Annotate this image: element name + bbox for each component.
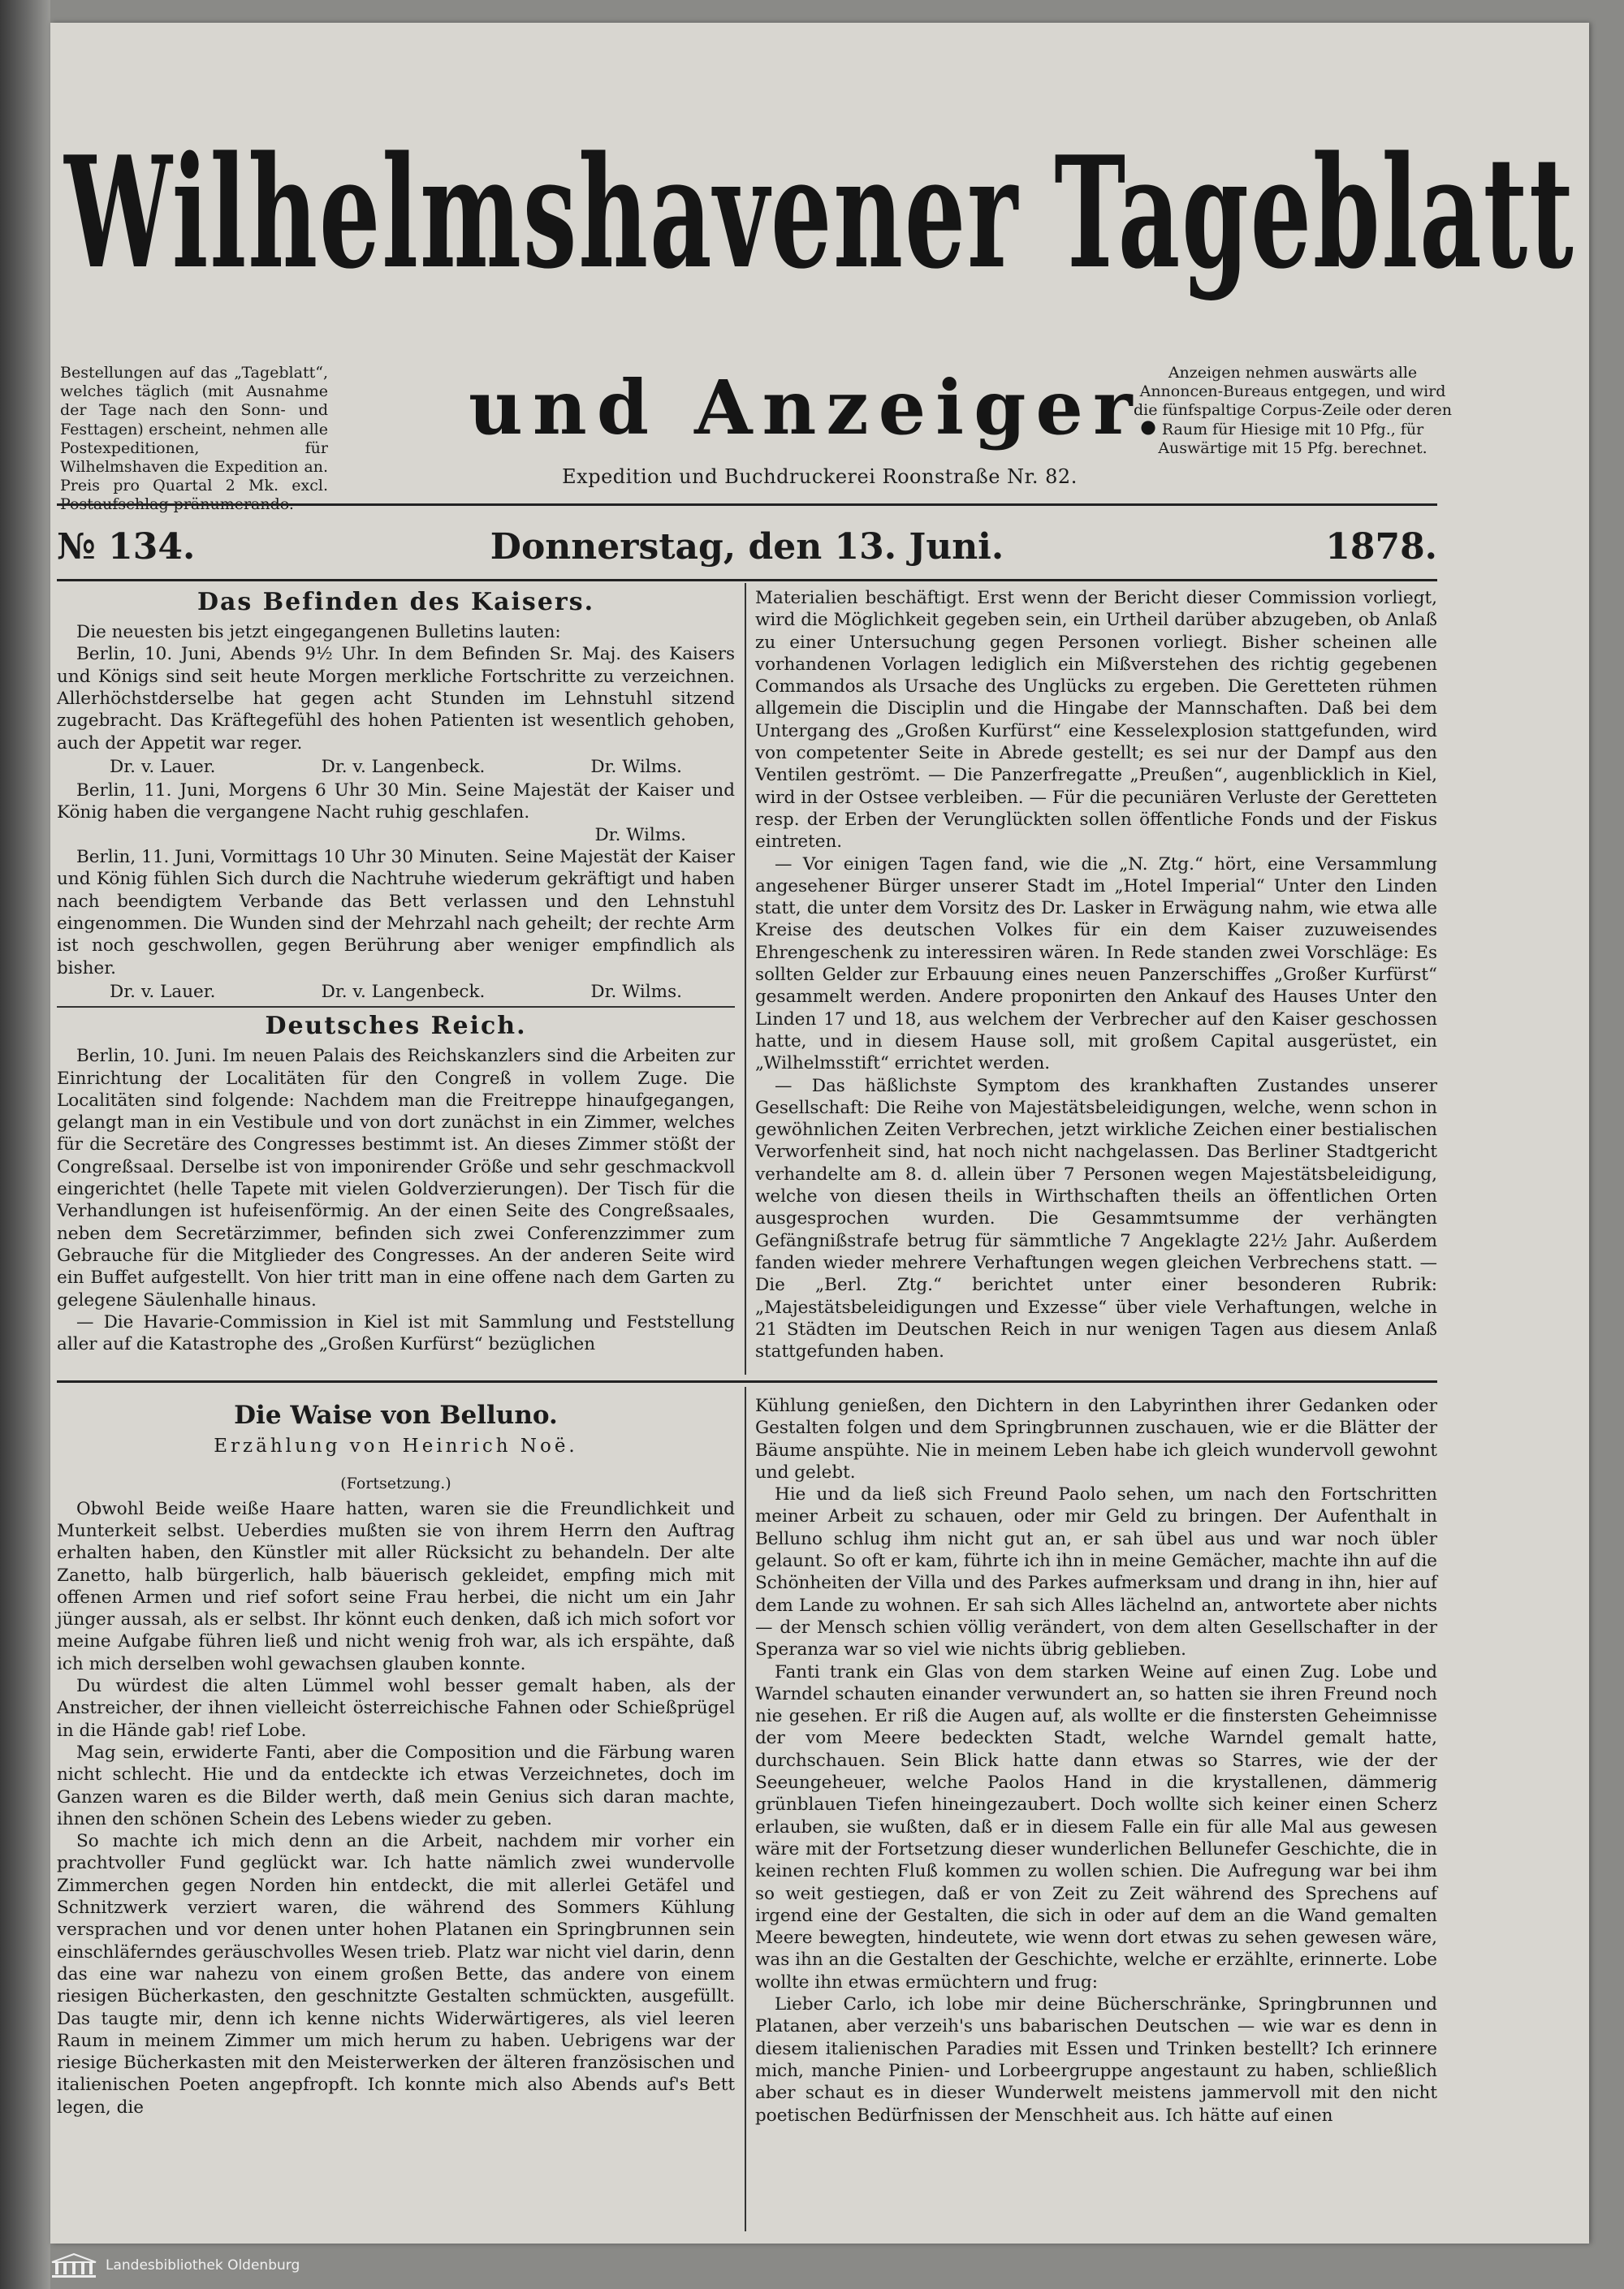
column-upper-right xyxy=(755,587,1437,1363)
story-author: Erzählung von Heinrich Noë. xyxy=(214,1436,578,1458)
signature: Dr. Wilms. xyxy=(590,756,682,777)
column-upper-left xyxy=(57,587,735,1355)
story-paragraph: Obwohl Beide weiße Haare hatten, waren sie die Freundlichkeit und Munterkeit selbst. Ueberdies mußten sie von ihrem Herrn den Auftrag erhalten haben, den Künstler mit aller Rücksicht zu behandeln. Der alte Zanetto, halb bürgerlich, halb bäuerisch gekleidet, empfing mich mit offenen Armen und rief sofort seine Frau herbei, die nicht um ein Jahr jünger aussah, als er selbst. Ihr könnt euch denken, daß ich mich sofort vor meine Aufgabe führen ließ und nicht wenig froh war, als ich erspähte, daß ich mich derselben wohl gewachsen glauben konnte. xyxy=(57,1498,735,1674)
bulletin-1: Berlin, 10. Juni, Abends 9½ Uhr. In dem Befinden Sr. Maj. des Kaisers und Königs sind seit heute Morgen merkliche Fortschritte zu verzeichnen. Allerhöchstderselbe hat gegen acht Stunden im Lehnstuhl sitzend zugebracht. Das Kräftegefühl des hohen Patienten ist wesentlich gehoben, auch der Appetit war reger. xyxy=(57,644,735,754)
kaiser-intro: Die neuesten bis jetzt eingegangenen Bulletins lauten: xyxy=(76,622,561,643)
news-paragraph-2: — Vor einigen Tagen fand, wie die „N. Ztg.“ hört, eine Versammlung angesehener Bürger unserer Stadt im „Hotel Imperial“ Unter den Linden statt, die unter dem Vorsitz des Dr. Lasker in Erwägung nahm, wie etwa alle Kreise des deutschen Volkes für ein dem Kaiser zuzuweisendes Ehrengeschenk zu interessiren wären. In Rede standen zwei Vorschläge: Es sollten Gelder zur Erbauung eines neuen Panzerschiffes „Großer Kurfürst“ gesammelt werden. Andere proponirten den Ankauf des Hauses Unter den Linden 17 und 18, aus welchem der Verbrecher auf den Kaiser geschossen hatte, und in diesem Hause soll, mit großem Capital ausgerüstet, ein „Wilhelmsstift“ errichtet werden. xyxy=(755,853,1437,1074)
column-divider-upper xyxy=(745,583,746,1375)
masthead-title: Wilhelmshavener Tageblatt xyxy=(64,122,1575,303)
bulletin-2: Berlin, 11. Juni, Morgens 6 Uhr 30 Min. Seine Majestät der Kaiser und König haben die vergangene Nacht ruhig geschlafen. xyxy=(57,780,735,823)
news-paragraph-3: — Das häßlichste Symptom des krankhaften Zustandes unserer Gesellschaft: Die Reihe von Majestätsbeleidigungen, welche, wenn schon in gewöhnlichen Zeiten Verbrechen, jetzt wirkliche Zeichen einer bestialischen Verworfenheit sind, hat noch nicht nachgelassen. Das Berliner Stadtgericht verhandelte am 8. d. allein über 7 Personen wegen Majestätsbeleidigung, welche von diesen theils in Wirthschaften theils an öffentlichen Orten ausgesprochen wurden. Die Gesammtsumme der verhängten Gefängnißstrafe betrug für sämmtliche 7 Angeklagte 22½ Jahr. Außerdem fanden wieder mehrere Verhaftungen wegen gleichen Verbrechens statt. — Die „Berl. Ztg.“ berichtet unter einer besonderen Rubrik: „Majestätsbeleidigungen und Exzesse“ über viele Verhaftungen, welche in 21 Städten im Deutschen Reich in nur wenigen Tagen aus diesem Anlaß stattgefunden haben. xyxy=(755,1075,1437,1363)
story-paragraph: Lieber Carlo, ich lobe mir deine Bücherschränke, Springbrunnen und Platanen, aber verzeih's uns babarischen Deutschen — wie war es denn in diesem italienischen Paradies mit Essen und Trinken bestellt? Ich erinnere mich, manche Pinien- und Lorbeergruppe angestaunt zu haben, schließlich aber schaut es in dieser Wunderwelt meistens jammervoll mit den nicht poetischen Bedürfnissen der Menschheit aus. Ich hätte auf einen xyxy=(755,1994,1437,2126)
dateline xyxy=(57,526,1437,575)
signature: Dr. v. Langenbeck. xyxy=(321,981,486,1002)
feuilleton-rule xyxy=(57,1380,1437,1383)
library-name: Landesbibliothek Oldenburg xyxy=(106,2257,300,2274)
story-paragraph: Fanti trank ein Glas von dem starken Weine auf einen Zug. Lobe und Warndel schauten einander verwundert an, so hatten sie ihren Freund noch nie gesehen. Er riß die Augen auf, als wollte er die finstersten Geheimnisse der vom Meere bedeckten Stadt, welche Warndel gemalt hatte, durchschauen. Sein Blick hatte dann etwas so Starres, wie der der Seeungeheuer, welche Paolos Hand in die krystallenen, dämmerig grünblauen Tiefen hineingezaubert. Doch wollte sich keiner einen Scherz erlauben, sie wußten, daß er in diesem Falle ein für alle Mal aus gewesen wäre mit der Fortsetzung dieser wunderlichen Bellunefer Geschichte, die in keinen rechten Fluß kommen zu wollen schien. Die Aufregung war bei ihm so weit gestiegen, daß er von Zeit zu Zeit während des Sprechens auf irgend eine der Gestalten, die sich in oder auf dem an die Wand gemalten Meere bewegten, hindeutete, wie wenn dort etwas zu sehen gewesen wäre, was ihn an die Gestalten der Geschichte, welche er erzählte, erinnerte. Lobe wollte ihn etwas ermüchtern und frug: xyxy=(755,1661,1437,1993)
feuilleton-right xyxy=(755,1395,1437,2127)
story-paragraph: So machte ich mich denn an die Arbeit, nachdem mir vorher ein prachtvoller Fund geglückt war. Ich hatte nämlich zwei wundervolle Zimmerchen gegen Norden hin entdeckt, die mit allerlei Getäfel und Schnitzwerk verziert waren, die während des Sommers Kühlung versprachen und vor denen unter hohen Platanen ein Springbrunnen sein einschläferndes geräuschvolles Wesen trieb. Platz war nicht viel darin, denn das eine war nahezu von einem großen Bette, das andere von einem riesigen Bücherkasten, den geschnitzte Gestalten schmückten, ausgefüllt. Das taugte mir, denn ich kenne nichts Widerwärtigeres, als viel leeren Raum in meinem Zimmer um mich herum zu haben. Uebrigens war der riesige Bücherkasten mit den Meisterwerken der älteren französischen und italienischen Poeten angepfropft. Ich konnte mich also Abends auf's Bett legen, die xyxy=(57,1831,735,2118)
feuilleton-left xyxy=(57,1395,735,2118)
section-rule xyxy=(57,1006,735,1008)
reich-paragraph-2: — Die Havarie-Commission in Kiel ist mit Sammlung und Feststellung aller auf die Katastrophe des „Großen Kurfürst“ bezüglichen xyxy=(57,1311,735,1355)
header-rule-bottom xyxy=(57,579,1437,581)
issue-year: 1878. xyxy=(1325,526,1437,568)
masthead-subtitle: und Anzeiger. xyxy=(468,364,1172,451)
library-footer xyxy=(50,2249,538,2282)
story-paragraph: Mag sein, erwiderte Fanti, aber die Composition und die Färbung waren nicht schlecht. Hie und da entdeckte ich etwas Verzeichnetes, doch im Ganzen waren es die Bilder werth, daß mein Genius sich daran machte, ihnen den schönen Schein des Lebens wieder zu geben. xyxy=(57,1742,735,1829)
expedition-line: Expedition und Buchdruckerei Roonstraße Nr. 82. xyxy=(562,465,1078,488)
signature-line-1 xyxy=(57,756,735,778)
kaiser-heading: Das Befinden des Kaisers. xyxy=(197,588,595,616)
story-paragraph: Du würdest die alten Lümmel wohl besser gemalt haben, als der Anstreicher, der ihnen vielleicht österreichische Fahnen oder Schießprügel in die Hände gab! rief Lobe. xyxy=(57,1676,735,1741)
issue-number: № 134. xyxy=(57,526,196,568)
subscription-box: Bestellungen auf das „Tageblatt“, welches täglich (mit Ausnahme der Tage nach den Sonn- und Festtagen) erscheint, nehmen alle Postexpeditionen, für Wilhelmshaven die Expedition an. Preis pro Quartal 2 Mk. excl. Postaufschlag pränumerando. xyxy=(60,364,328,514)
story-paragraph: Hie und da ließ sich Freund Paolo sehen, um nach den Fortschritten meiner Arbeit zu schauen, oder mir Geld zu bringen. Der Aufenthalt in Belluno schlug ihm nicht gut an, er sah übel aus und war noch übler gelaunt. So oft er kam, führte ich ihn in meine Gemächer, machte ihn auf die Schönheiten der Villa und des Parkes aufmerksam und drang in ihn, hier auf dem Lande zu wohnen. Er sah sich Alles lächelnd an, antwortete aber nichts — der Mensch schien völlig verändert, von dem alten Gesellschafter in der Speranza war so viel wie nichts übrig geblieben. xyxy=(755,1484,1437,1661)
library-building-icon xyxy=(50,2252,97,2278)
reich-paragraph-1: Berlin, 10. Juni. Im neuen Palais des Reichskanzlers sind die Arbeiten zur Einrichtung der Localitäten für den Congreß in vollem Zuge. Die Localitäten sind folgende: Nachdem man die Freitreppe hinaufgegangen, gelangt man in ein Vestibule und von dort zunächst in ein Zimmer, welches für die Secretäre des Congresses bestimmt ist. An dieses Zimmer stößt der Congreßsaal. Derselbe ist von imponirender Größe und sehr geschmackvoll eingerichtet (helle Tapete mit vielen Goldverzierungen). Der Tisch für die Verhandlungen ist hufeisenförmig. An der einen Seite des Congreßsaales, neben dem Secretärzimmer, befinden sich zwei Conferenzzimmer zum Gebrauche für die Mitglieder des Congresses. An der anderen Seite wird ein Buffet aufgestellt. Von hier tritt man in eine offene nach dem Garten zu gelegene Säulenhalle hinaus. xyxy=(57,1046,735,1311)
continued-paragraph: Materialien beschäftigt. Erst wenn der Bericht dieser Commission vorliegt, wird die Möglichkeit gegeben sein, ein Urtheil darüber abzugeben, ob Anlaß zu einer Untersuchung gegen Personen vorliegt. Bisher scheinen alle vorhandenen Vorlagen lediglich ein Mißverstehen des richtig gegebenen Commandos als Ursache des Unglücks zu ergeben. Die Geretteten rühmen allgemein die Disciplin und die Hingabe der Mannschaften. Daß bei dem Untergang des „Großen Kurfürst“ eine Kesselexplosion stattgefunden, wird von competenter Seite in Abrede gestellt; es sei nur der Dampf aus den Ventilen geströmt. — Die Panzerfregatte „Preußen“, augenblicklich in Kiel, wird in der Ostsee verbleiben. — Für die pecuniären Verluste der Geretteten resp. der Erben der Verunglückten sollen öffentliche Fonds und der Fiskus eintreten. xyxy=(755,588,1437,853)
issue-date: Donnerstag, den 13. Juni. xyxy=(490,526,1004,568)
story-continuation: (Fortsetzung.) xyxy=(340,1474,451,1492)
signature: Dr. Wilms. xyxy=(590,981,682,1002)
book-spine xyxy=(0,0,50,2289)
bulletin-3: Berlin, 11. Juni, Vormittags 10 Uhr 30 Minuten. Seine Majestät der Kaiser und König fühlen Sich durch die Nachtruhe wiederum gekräftigt und haben nach beendigtem Verbande das Bett verlassen und den Lehnstuhl eingenommen. Die Wunden sind der Mehrzahl nach geheilt; der rechte Arm ist noch geschwollen, gegen Berührung aber weniger empfindlich als bisher. xyxy=(57,847,735,978)
signature: Dr. v. Langenbeck. xyxy=(321,756,486,777)
signature: Dr. v. Lauer. xyxy=(110,981,216,1002)
reich-heading: Deutsches Reich. xyxy=(265,1012,527,1041)
advertising-box: Anzeigen nehmen auswärts alle Annoncen-Bureaus entgegen, und wird die fünfspaltige Corpus-Zeile oder deren Raum für Hiesige mit 10 Pfg., für Auswärtige mit 15 Pfg. berechnet. xyxy=(1134,364,1452,457)
newspaper-page xyxy=(50,23,1589,2244)
story-title: Die Waise von Belluno. xyxy=(234,1401,558,1430)
header-rule-top xyxy=(57,503,1437,506)
story-paragraph: Kühlung genießen, den Dichtern in den Labyrinthen ihrer Gedanken oder Gestalten folgen und dem Springbrunnen zuschauen, wie er die Blätter der Bäume anspühte. Nie in meinem Leben habe ich gleich wundervoll gewohnt und gelebt. xyxy=(755,1396,1437,1483)
signature: Dr. v. Lauer. xyxy=(110,756,216,777)
column-divider-lower xyxy=(745,1387,746,2231)
signature-line-3 xyxy=(57,981,735,1003)
signature-line-2: Dr. Wilms. xyxy=(594,824,686,845)
